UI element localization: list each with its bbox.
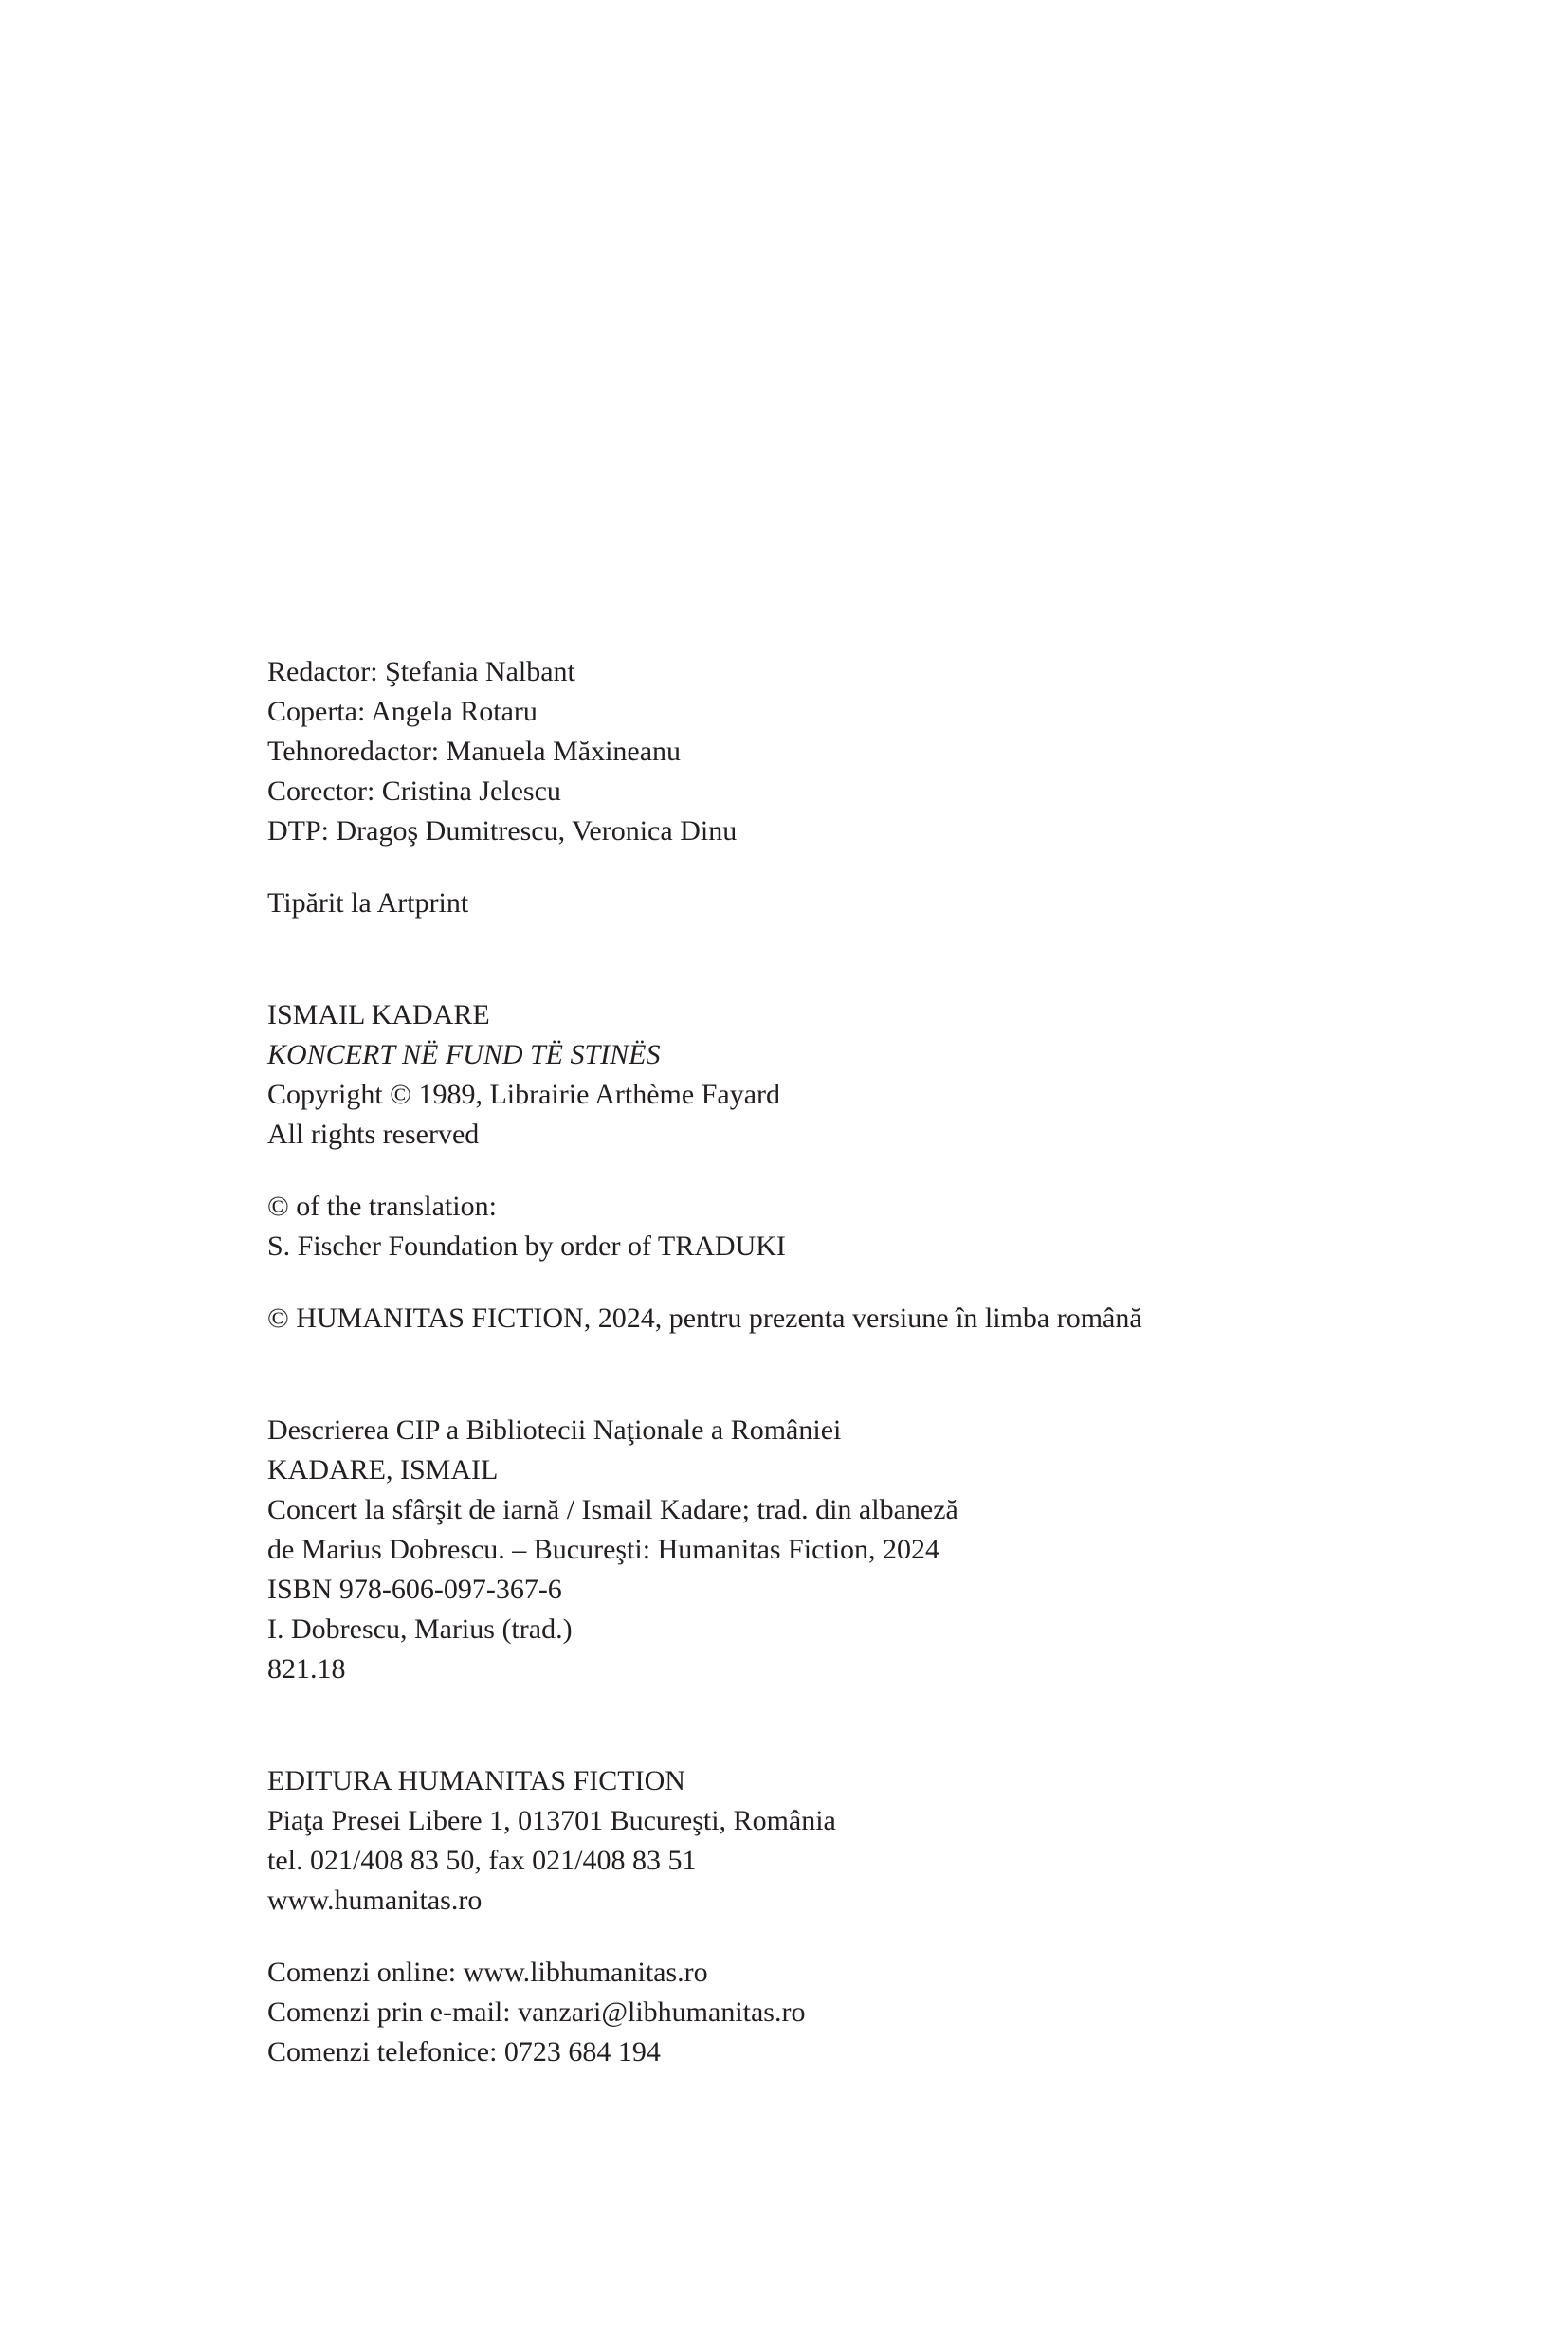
cip-block: [267, 1411, 1405, 1689]
cip-title-line1: Concert la sfârşit de iarnă / Ismail Kadare; trad. din albaneză: [267, 1494, 958, 1525]
cip-title-line2: de Marius Dobrescu. – Bucureşti: Humanitas Fiction, 2024: [267, 1534, 940, 1565]
orders-email: Comenzi prin e-mail: vanzari@libhumanitas.ro: [267, 1996, 806, 2028]
original-title: KONCERT NË FUND TË STINËS: [267, 1039, 661, 1070]
orders-online: Comenzi online: www.libhumanitas.ro: [267, 1957, 708, 1988]
cover-credit: Coperta: Angela Rotaru: [267, 696, 538, 727]
cip-isbn: ISBN 978-606-097-367-6: [267, 1574, 562, 1605]
spacer: [267, 1155, 1405, 1187]
original-copyright: Copyright © 1989, Librairie Arthème Fayard: [267, 1079, 781, 1110]
publisher-phone-fax: tel. 021/408 83 50, fax 021/408 83 51: [267, 1845, 697, 1876]
publisher-website: www.humanitas.ro: [267, 1885, 483, 1916]
translation-holder: S. Fischer Foundation by order of TRADUKI: [267, 1230, 786, 1262]
typesetter-credit: Tehnoredactor: Manuela Măxineanu: [267, 736, 682, 767]
proofreader-credit: Corector: Cristina Jelescu: [267, 775, 561, 807]
editor-credit: Redactor: Ştefania Nalbant: [267, 656, 575, 687]
cip-author: KADARE, ISMAIL: [267, 1454, 499, 1485]
printer-line: Tipărit la Artprint: [267, 887, 469, 919]
cip-classification: 821.18: [267, 1653, 346, 1685]
cip-heading: Descrierea CIP a Bibliotecii Naţionale a României: [267, 1414, 842, 1446]
spacer: [267, 1921, 1405, 1953]
credits-block: [267, 652, 1405, 851]
dtp-credit: DTP: Dragoş Dumitrescu, Veronica Dinu: [267, 815, 738, 847]
spacer: [267, 1267, 1405, 1299]
publisher-block: [267, 1761, 1405, 1921]
edition-copyright-block: [267, 1299, 1405, 1339]
orders-block: [267, 1953, 1405, 2072]
original-edition-block: [267, 995, 1405, 1155]
original-author: ISMAIL KADARE: [267, 999, 490, 1030]
translation-rights-block: [267, 1187, 1405, 1267]
spacer: [267, 923, 1405, 995]
printing-block: [267, 884, 1405, 923]
colophon-text: [267, 652, 1405, 2072]
rights-reserved: All rights reserved: [267, 1119, 480, 1150]
spacer: [267, 851, 1405, 884]
spacer: [267, 1339, 1405, 1411]
cip-translator: I. Dobrescu, Marius (trad.): [267, 1613, 573, 1645]
translation-label: © of the translation:: [267, 1191, 497, 1222]
spacer: [267, 1689, 1405, 1761]
publisher-name: EDITURA HUMANITAS FICTION: [267, 1765, 685, 1796]
publisher-address: Piaţa Presei Libere 1, 013701 Bucureşti, România: [267, 1805, 836, 1836]
orders-phone: Comenzi telefonice: 0723 684 194: [267, 2036, 661, 2068]
edition-copyright: © HUMANITAS FICTION, 2024, pentru prezenta versiune în limba română: [267, 1303, 1142, 1334]
